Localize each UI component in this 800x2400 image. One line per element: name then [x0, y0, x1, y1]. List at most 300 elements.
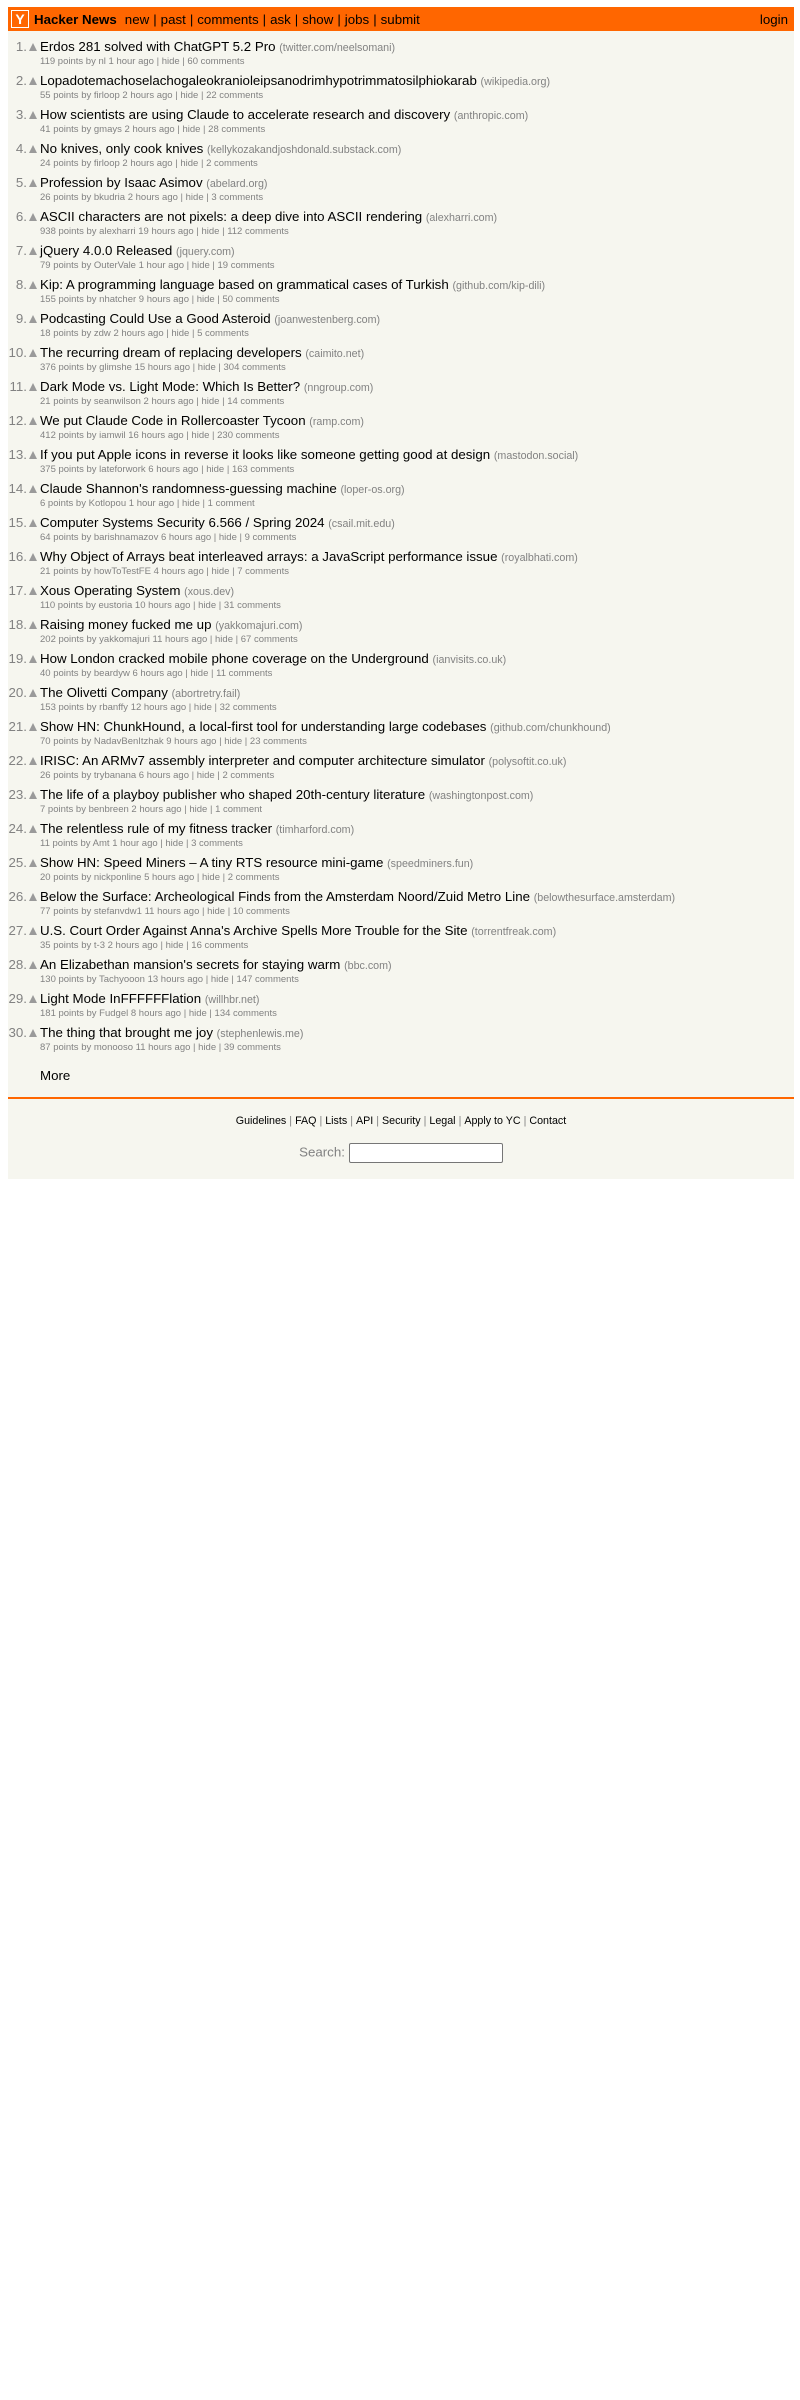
hide-link[interactable]: hide	[197, 362, 216, 373]
story-comments-link[interactable]: 39 comments	[223, 1042, 281, 1053]
story-title-link[interactable]: Xous Operating System	[40, 583, 181, 598]
hide-link[interactable]: hide	[190, 668, 209, 679]
story-site-link[interactable]: (loper-os.org)	[340, 484, 405, 496]
story-comments-link[interactable]: 11 comments	[216, 668, 273, 679]
upvote-arrow-icon[interactable]	[29, 961, 37, 969]
story-site-link[interactable]: (ianvisits.co.uk)	[432, 654, 507, 666]
story-site-link[interactable]: (bbc.com)	[344, 960, 392, 972]
story-comments-link[interactable]: 23 comments	[249, 736, 307, 747]
story-title-link[interactable]: We put Claude Code in Rollercoaster Tycoon	[40, 413, 306, 428]
story-user-link[interactable]: t-3	[93, 940, 105, 951]
hide-link[interactable]: hide	[191, 260, 210, 271]
story-rank: 23.	[8, 787, 27, 802]
story-title-link[interactable]: Profession by Isaac Asimov	[40, 175, 203, 190]
story-points: 202 points	[40, 634, 84, 645]
story-title-link[interactable]: How London cracked mobile phone coverage on the Underground	[40, 651, 429, 666]
y-logo-icon[interactable]: Y	[11, 10, 29, 28]
story-age-link[interactable]: 2 hours ago	[143, 396, 194, 407]
story-user-link[interactable]: zdw	[93, 328, 111, 339]
story-age-link[interactable]: 1 hour ago	[138, 260, 185, 271]
story-age-link[interactable]: 2 hours ago	[122, 158, 173, 169]
story-site-link[interactable]: (willhbr.net)	[204, 994, 260, 1006]
story-user-link[interactable]: yakkomajuri	[99, 634, 150, 645]
upvote-arrow-icon[interactable]	[29, 927, 37, 935]
hide-link[interactable]: hide	[161, 56, 180, 67]
upvote-arrow-icon[interactable]	[29, 825, 37, 833]
hide-link[interactable]: hide	[198, 600, 217, 611]
upvote-arrow-icon[interactable]	[29, 281, 37, 289]
story-comments-link[interactable]: 2 comments	[206, 158, 258, 169]
story-site-link[interactable]: (xous.dev)	[184, 586, 235, 598]
story-comments-link[interactable]: 112 comments	[227, 226, 289, 237]
story-user-link[interactable]: OuterVale	[93, 260, 136, 271]
upvote-arrow-icon[interactable]	[29, 893, 37, 901]
story-comments-link[interactable]: 147 comments	[236, 974, 299, 985]
by-label: by	[86, 974, 97, 985]
search-input[interactable]	[349, 1143, 503, 1163]
hide-link[interactable]: hide	[202, 872, 220, 883]
story-comments-link[interactable]: 10 comments	[232, 906, 290, 917]
story-comments-link[interactable]: 60 comments	[187, 56, 245, 67]
story-points: 412 points	[40, 430, 84, 441]
story-subtext: 18 points by zdw 2 hours ago | hide | 5 comments	[40, 328, 249, 339]
story-title-link[interactable]: The relentless rule of my fitness tracker	[40, 821, 273, 836]
footer-link-apply-to-yc[interactable]: Apply to YC	[464, 1115, 521, 1127]
story-points: 376 points	[40, 362, 84, 373]
story-site-link[interactable]: (yakkomajuri.com)	[215, 620, 303, 632]
story-rank: 6.	[15, 209, 27, 224]
story-age-link[interactable]: 1 hour ago	[128, 498, 175, 509]
upvote-arrow-icon[interactable]	[29, 383, 37, 391]
hide-link[interactable]: hide	[165, 838, 184, 849]
footer-link-faq[interactable]: FAQ	[295, 1115, 317, 1127]
more-link[interactable]: More	[40, 1068, 71, 1083]
upvote-arrow-icon[interactable]	[29, 417, 37, 425]
hide-link[interactable]: hide	[193, 702, 212, 713]
story-subtext: 26 points by trybanana 6 hours ago | hide | 2 comments	[40, 770, 275, 781]
by-label: by	[81, 770, 92, 781]
story-title-link[interactable]: IRISC: An ARMv7 assembly interpreter and computer architecture simulator	[40, 753, 485, 768]
story-age-link[interactable]: 2 hours ago	[124, 124, 175, 135]
hide-link[interactable]: hide	[215, 634, 233, 645]
story-user-link[interactable]: NadavBenItzhak	[93, 736, 164, 747]
story-title-link[interactable]: Below the Surface: Archeological Finds from the Amsterdam Noord/Zuid Metro Line	[40, 889, 530, 904]
story-title-link[interactable]: U.S. Court Order Against Anna's Archive Spells More Trouble for the Site	[40, 923, 468, 938]
story-site-link[interactable]: (mastodon.social)	[493, 450, 579, 462]
story-user-link[interactable]: alexharri	[99, 226, 136, 237]
hide-link[interactable]: hide	[181, 498, 200, 509]
story-site-link[interactable]: (anthropic.com)	[453, 110, 529, 122]
story-rank: 25.	[8, 855, 27, 870]
story-titleline	[40, 345, 364, 360]
story-age-link[interactable]: 10 hours ago	[134, 600, 191, 611]
story-comments-link[interactable]: 7 comments	[237, 566, 289, 577]
upvote-arrow-icon[interactable]	[29, 791, 37, 799]
story-points: 24 points	[40, 158, 79, 169]
story-age-link[interactable]: 9 hours ago	[138, 294, 189, 305]
story-title-link[interactable]: jQuery 4.0.0 Released	[40, 243, 173, 258]
story-user-link[interactable]: Tachyooon	[99, 974, 145, 985]
by-label: by	[81, 940, 92, 951]
story-comments-link[interactable]: 2 comments	[227, 872, 280, 883]
upvote-arrow-icon[interactable]	[29, 247, 37, 255]
story-comments-link[interactable]: 163 comments	[231, 464, 295, 475]
story-subtext: 64 points by barishnamazov 6 hours ago | hide | 9 comments	[40, 532, 297, 543]
story-subtext: 155 points by nhatcher 9 hours ago | hide | 50 comments	[40, 294, 280, 305]
by-label: by	[81, 532, 92, 543]
nav-show[interactable]: show	[302, 11, 334, 27]
story-subtext: 181 points by Fudgel 8 hours ago | hide | 134 comments	[40, 1008, 277, 1019]
story-age-link[interactable]: 6 hours ago	[148, 464, 199, 475]
story-comments-link[interactable]: 304 comments	[223, 362, 286, 373]
story-comments-link[interactable]: 31 comments	[223, 600, 281, 611]
story-comments-link[interactable]: 1 comment	[215, 804, 263, 815]
story-comments-link[interactable]: 22 comments	[206, 90, 264, 101]
nav-new[interactable]: new	[124, 11, 150, 27]
story-points: 21 points	[40, 566, 79, 577]
story-subtext: 376 points by glimshe 15 hours ago | hide | 304 comments	[40, 362, 286, 373]
story-user-link[interactable]: nickponline	[93, 872, 142, 883]
story-user-link[interactable]: glimshe	[99, 362, 132, 373]
story-site-link[interactable]: (torrentfreak.com)	[471, 926, 557, 938]
story-user-link[interactable]: Fudgel	[99, 1008, 129, 1019]
by-label: by	[81, 396, 92, 407]
story-user-link[interactable]: howToTestFE	[93, 566, 151, 577]
story-title-link[interactable]: Claude Shannon's randomness-guessing machine	[40, 481, 337, 496]
story-site-link[interactable]: (joanwestenberg.com)	[274, 314, 381, 326]
story-comments-link[interactable]: 28 comments	[208, 124, 266, 135]
story-points: 64 points	[40, 532, 79, 543]
hide-link[interactable]: hide	[201, 396, 220, 407]
story-title-link[interactable]: The thing that brought me joy	[40, 1025, 213, 1040]
story-title-link[interactable]: Show HN: ChunkHound, a local-first tool for understanding large codebases	[40, 719, 487, 734]
story-site-link[interactable]: (polysoftit.co.uk)	[488, 756, 567, 768]
footer-link-security[interactable]: Security	[382, 1115, 421, 1127]
upvote-arrow-icon[interactable]	[29, 519, 37, 527]
story-age-link[interactable]: 6 hours ago	[160, 532, 212, 543]
story-title-link[interactable]: Lopadotemachoselachogaleokranioleipsanodrimhypotrimmatosilphiokarab	[40, 73, 477, 88]
story-comments-link[interactable]: 50 comments	[222, 294, 280, 305]
hide-link[interactable]: hide	[224, 736, 243, 747]
story-comments-link[interactable]: 5 comments	[197, 328, 249, 339]
story-age-link[interactable]: 15 hours ago	[134, 362, 191, 373]
footer-link-lists[interactable]: Lists	[325, 1115, 348, 1127]
story-site-link[interactable]: (speedminers.fun)	[387, 858, 474, 870]
story-age-link[interactable]: 11 hours ago	[144, 906, 200, 917]
story-user-link[interactable]: barishnamazov	[93, 532, 159, 543]
story-site-link[interactable]: (github.com/chunkhound)	[490, 722, 611, 734]
hide-link[interactable]: hide	[196, 770, 215, 781]
story-titleline	[40, 73, 550, 88]
upvote-arrow-icon[interactable]	[29, 315, 37, 323]
story-age-link[interactable]: 4 hours ago	[153, 566, 204, 577]
story-comments-link[interactable]: 16 comments	[191, 940, 249, 951]
story-title-link[interactable]: Computer Systems Security 6.566 / Spring 2024	[40, 515, 325, 530]
hide-link[interactable]: hide	[201, 226, 220, 237]
nav-submit[interactable]: submit	[380, 11, 420, 27]
hide-link[interactable]: hide	[211, 566, 230, 577]
story-subtext: 55 points by firloop 2 hours ago | hide | 22 comments	[40, 90, 264, 101]
story-row	[8, 751, 794, 785]
story-subtext: 375 points by lateforwork 6 hours ago | hide | 163 comments	[40, 464, 295, 475]
story-user-link[interactable]: nhatcher	[99, 294, 137, 305]
story-age-link[interactable]: 2 hours ago	[113, 328, 164, 339]
story-site-link[interactable]: (alexharri.com)	[425, 212, 498, 224]
story-site-link[interactable]: (nngroup.com)	[303, 382, 374, 394]
story-comments-link[interactable]: 3 comments	[191, 838, 243, 849]
upvote-arrow-icon[interactable]	[29, 553, 37, 561]
hide-link[interactable]: hide	[210, 974, 229, 985]
nav-jobs[interactable]: jobs	[344, 11, 370, 27]
story-title-link[interactable]: How scientists are using Claude to accelerate research and discovery	[40, 107, 451, 122]
hide-link[interactable]: hide	[206, 464, 225, 475]
story-site-link[interactable]: (kellykozakandjoshdonald.substack.com)	[207, 144, 402, 156]
story-user-link[interactable]: stefanvdw1	[93, 906, 142, 917]
hide-link[interactable]: hide	[218, 532, 237, 543]
story-subtext: 35 points by t-3 2 hours ago | hide | 16 comments	[40, 940, 249, 951]
story-comments-link[interactable]: 9 comments	[244, 532, 297, 543]
nav-ask[interactable]: ask	[270, 11, 291, 27]
by-label: by	[81, 668, 92, 679]
story-age-link[interactable]: 5 hours ago	[144, 872, 195, 883]
footer-link-contact[interactable]: Contact	[529, 1115, 567, 1127]
story-site-link[interactable]: (belowthesurface.amsterdam)	[533, 892, 676, 904]
story-user-link[interactable]: nl	[98, 56, 106, 67]
story-site-link[interactable]: (twitter.com/neelsomani)	[279, 42, 396, 54]
story-age-link[interactable]: 1 hour ago	[112, 838, 158, 849]
story-row	[8, 37, 794, 71]
story-row	[8, 717, 794, 751]
story-comments-link[interactable]: 230 comments	[217, 430, 280, 441]
story-row	[8, 547, 794, 581]
story-site-link[interactable]: (abortretry.fail)	[171, 688, 241, 700]
upvote-arrow-icon[interactable]	[29, 43, 37, 51]
upvote-arrow-icon[interactable]	[29, 213, 37, 221]
story-comments-link[interactable]: 14 comments	[227, 396, 285, 407]
story-comments-link[interactable]: 2 comments	[222, 770, 275, 781]
story-user-link[interactable]: eustoria	[98, 600, 133, 611]
story-age-link[interactable]: 2 hours ago	[131, 804, 182, 815]
by-label: by	[86, 702, 97, 713]
story-site-link[interactable]: (royalbhati.com)	[501, 552, 578, 564]
by-label: by	[86, 1008, 97, 1019]
story-user-link[interactable]: monooso	[93, 1042, 133, 1053]
top-bar: Y Hacker News new | past | comments | ask | show | jobs | submit login	[8, 7, 794, 31]
by-label: by	[81, 1042, 92, 1053]
story-title-link[interactable]: No knives, only cook knives	[40, 141, 204, 156]
story-title-link[interactable]: The recurring dream of replacing developers	[40, 345, 302, 360]
story-rank: 21.	[8, 719, 27, 734]
story-points: 153 points	[40, 702, 84, 713]
nav-comments[interactable]: comments	[197, 11, 259, 27]
story-age-link[interactable]: 11 hours ago	[135, 1042, 191, 1053]
story-row	[8, 241, 794, 275]
story-points: 181 points	[40, 1008, 84, 1019]
story-points: 18 points	[40, 328, 79, 339]
hide-link[interactable]: hide	[207, 906, 226, 917]
story-title-link[interactable]: Light Mode InFFFFFFlation	[40, 991, 202, 1006]
story-title-link[interactable]: Podcasting Could Use a Good Asteroid	[40, 311, 271, 326]
story-comments-link[interactable]: 32 comments	[219, 702, 277, 713]
by-label: by	[81, 192, 92, 203]
upvote-arrow-icon[interactable]	[29, 77, 37, 85]
story-user-link[interactable]: bkudria	[93, 192, 126, 203]
upvote-arrow-icon[interactable]	[29, 179, 37, 187]
story-user-link[interactable]: gmays	[93, 124, 122, 135]
upvote-arrow-icon[interactable]	[29, 349, 37, 357]
story-site-link[interactable]: (ramp.com)	[309, 416, 364, 428]
story-subtext: 87 points by monooso 11 hours ago | hide | 39 comments	[40, 1042, 281, 1053]
by-label: by	[85, 600, 96, 611]
search-label: Search:	[299, 1144, 345, 1160]
upvote-arrow-icon[interactable]	[29, 757, 37, 765]
story-user-link[interactable]: iamwil	[99, 430, 126, 441]
story-age-link[interactable]: 2 hours ago	[127, 192, 178, 203]
story-subtext: 6 points by Kotlopou 1 hour ago | hide | 1 comment	[40, 498, 255, 509]
by-label: by	[81, 260, 92, 271]
story-user-link[interactable]: Amt	[92, 838, 110, 849]
story-rank: 16.	[8, 549, 27, 564]
story-row	[8, 275, 794, 309]
story-user-link[interactable]: beardyw	[93, 668, 130, 679]
story-points: 6 points	[40, 498, 74, 509]
login-link[interactable]: login	[759, 11, 788, 27]
upvote-arrow-icon[interactable]	[29, 145, 37, 153]
story-site-link[interactable]: (washingtonpost.com)	[428, 790, 534, 802]
upvote-arrow-icon[interactable]	[29, 451, 37, 459]
story-user-link[interactable]: trybanana	[93, 770, 137, 781]
hide-link[interactable]: hide	[165, 940, 184, 951]
story-points: 79 points	[40, 260, 79, 271]
story-site-link[interactable]: (caimito.net)	[305, 348, 365, 360]
story-row	[8, 207, 794, 241]
story-row	[8, 683, 794, 717]
upvote-arrow-icon[interactable]	[29, 995, 37, 1003]
story-age-link[interactable]: 8 hours ago	[130, 1008, 182, 1019]
story-site-link[interactable]: (abelard.org)	[206, 178, 268, 190]
story-comments-link[interactable]: 1 comment	[207, 498, 255, 509]
story-title-link[interactable]: Why Object of Arrays beat interleaved arrays: a JavaScript performance issue	[40, 549, 498, 564]
story-user-link[interactable]: lateforwork	[99, 464, 146, 475]
story-user-link[interactable]: firloop	[93, 158, 120, 169]
upvote-arrow-icon[interactable]	[29, 111, 37, 119]
upvote-arrow-icon[interactable]	[29, 689, 37, 697]
story-title-link[interactable]: The Olivetti Company	[40, 685, 168, 700]
footer-link-guidelines[interactable]: Guidelines	[235, 1115, 287, 1127]
story-age-link[interactable]: 6 hours ago	[132, 668, 183, 679]
hide-link[interactable]: hide	[191, 430, 210, 441]
hide-link[interactable]: hide	[188, 1008, 207, 1019]
nav-past[interactable]: past	[160, 11, 186, 27]
story-title-link[interactable]: The life of a playboy publisher who shaped 20th-century literature	[40, 787, 426, 802]
story-rank: 7.	[15, 243, 27, 258]
story-age-link[interactable]: 11 hours ago	[152, 634, 208, 645]
story-row	[8, 649, 794, 683]
upvote-arrow-icon[interactable]	[29, 587, 37, 595]
story-site-link[interactable]: (timharford.com)	[275, 824, 355, 836]
upvote-arrow-icon[interactable]	[29, 859, 37, 867]
story-age-link[interactable]: 2 hours ago	[122, 90, 173, 101]
story-list	[8, 31, 794, 1057]
story-title-link[interactable]: If you put Apple icons in reverse it looks like someone getting good at design	[40, 447, 491, 462]
story-titleline	[40, 1025, 303, 1040]
story-title-link[interactable]: Kip: A programming language based on grammatical cases of Turkish	[40, 277, 449, 292]
hide-link[interactable]: hide	[182, 124, 201, 135]
story-site-link[interactable]: (csail.mit.edu)	[328, 518, 395, 530]
story-titleline	[40, 413, 364, 428]
story-comments-link[interactable]: 134 comments	[214, 1008, 277, 1019]
story-user-link[interactable]: seanwilson	[93, 396, 141, 407]
story-age-link[interactable]: 9 hours ago	[166, 736, 217, 747]
story-age-link[interactable]: 13 hours ago	[147, 974, 204, 985]
story-user-link[interactable]: benbreen	[88, 804, 129, 815]
by-label: by	[75, 804, 86, 815]
story-titleline	[40, 685, 240, 700]
story-site-link[interactable]: (stephenlewis.me)	[216, 1028, 304, 1040]
story-user-link[interactable]: Kotlopou	[88, 498, 127, 509]
hide-link[interactable]: hide	[180, 158, 199, 169]
story-title-link[interactable]: Raising money fucked me up	[40, 617, 212, 632]
upvote-arrow-icon[interactable]	[29, 655, 37, 663]
story-age-link[interactable]: 12 hours ago	[130, 702, 187, 713]
story-row	[8, 921, 794, 955]
story-title-link[interactable]: An Elizabethan mansion's secrets for staying warm	[40, 957, 341, 972]
story-points: 21 points	[40, 396, 79, 407]
upvote-arrow-icon[interactable]	[29, 1029, 37, 1037]
footer-link-api[interactable]: API	[356, 1115, 374, 1127]
story-title-link[interactable]: Erdos 281 solved with ChatGPT 5.2 Pro	[40, 39, 276, 54]
story-title-link[interactable]: ASCII characters are not pixels: a deep dive into ASCII rendering	[40, 209, 423, 224]
upvote-arrow-icon[interactable]	[29, 485, 37, 493]
story-row	[8, 173, 794, 207]
story-user-link[interactable]: firloop	[93, 90, 120, 101]
hide-link[interactable]: hide	[196, 294, 215, 305]
hide-link[interactable]: hide	[198, 1042, 217, 1053]
story-title-link[interactable]: Dark Mode vs. Light Mode: Which Is Better?	[40, 379, 301, 394]
story-rank: 19.	[8, 651, 27, 666]
hide-link[interactable]: hide	[171, 328, 190, 339]
story-age-link[interactable]: 2 hours ago	[107, 940, 158, 951]
story-site-link[interactable]: (github.com/kip-dili)	[452, 280, 546, 292]
story-titleline	[40, 209, 497, 224]
story-age-link[interactable]: 16 hours ago	[128, 430, 184, 441]
hide-link[interactable]: hide	[189, 804, 208, 815]
footer-link-legal[interactable]: Legal	[429, 1115, 456, 1127]
story-subtext: 7 points by benbreen 2 hours ago | hide | 1 comment	[40, 804, 263, 815]
story-title-link[interactable]: Show HN: Speed Miners – A tiny RTS resource mini-game	[40, 855, 384, 870]
story-comments-link[interactable]: 3 comments	[211, 192, 264, 203]
upvote-arrow-icon[interactable]	[29, 621, 37, 629]
footer-divider	[8, 1097, 794, 1099]
story-site-link[interactable]: (wikipedia.org)	[480, 76, 551, 88]
story-age-link[interactable]: 19 hours ago	[138, 226, 194, 237]
hide-link[interactable]: hide	[185, 192, 204, 203]
story-row	[8, 785, 794, 819]
hide-link[interactable]: hide	[180, 90, 199, 101]
story-comments-link[interactable]: 67 comments	[240, 634, 298, 645]
story-user-link[interactable]: rbanffy	[99, 702, 129, 713]
story-comments-link[interactable]: 19 comments	[217, 260, 275, 271]
by-label: by	[81, 158, 92, 169]
story-points: 77 points	[40, 906, 79, 917]
upvote-arrow-icon[interactable]	[29, 723, 37, 731]
site-name-link[interactable]: Hacker News	[34, 11, 117, 27]
story-rank: 11.	[9, 379, 27, 394]
story-titleline	[40, 583, 234, 598]
story-age-link[interactable]: 1 hour ago	[108, 56, 154, 67]
story-site-link[interactable]: (jquery.com)	[176, 246, 235, 258]
story-age-link[interactable]: 6 hours ago	[138, 770, 189, 781]
